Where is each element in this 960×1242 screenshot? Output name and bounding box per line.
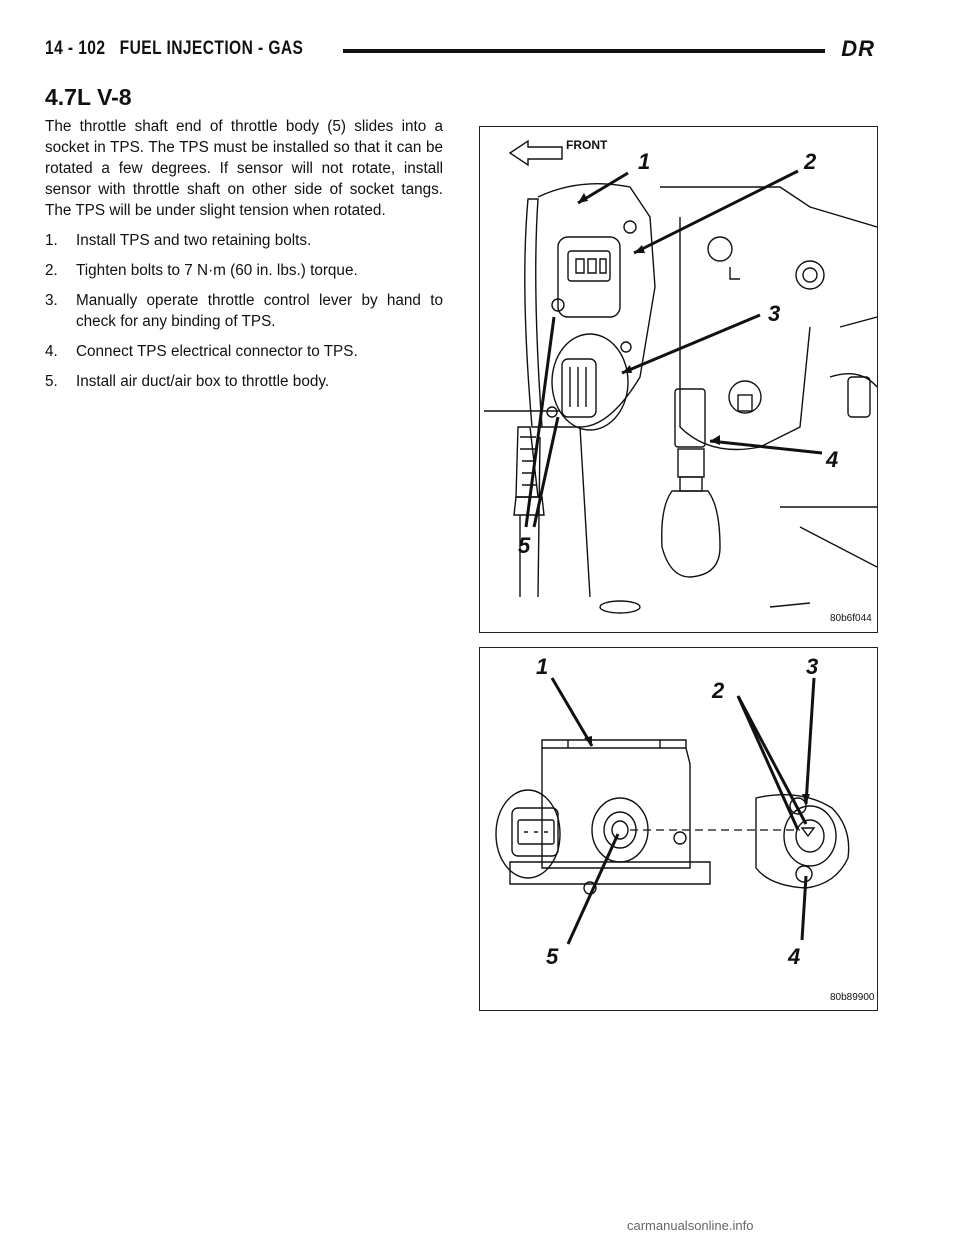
callout-4: 4: [788, 944, 801, 969]
leader-line-2: [634, 171, 798, 253]
callout-3: 3: [806, 654, 819, 679]
header-rule: [343, 49, 825, 53]
front-arrow-icon: [510, 141, 562, 165]
body-text: [45, 116, 443, 401]
callout-1: 1: [536, 654, 549, 679]
step-item: 2. Tighten bolts to 7 N·m (60 in. lbs.) torque.: [45, 262, 358, 279]
leader-line-2b: [738, 696, 806, 824]
callout-4: 4: [826, 447, 839, 472]
callout-5: 5: [546, 944, 559, 969]
leader-line-5: [568, 834, 618, 944]
intro-paragraph: The throttle shaft end of throttle body (5) slides into a socket in TPS. The TPS must be installed so that it can be rotated a few degrees. If sensor will not rotate, install sensor with throttle shaft on other side of socket tangs. The TPS will be under slight tension when rotated.: [45, 118, 443, 219]
page-header: [45, 38, 875, 66]
leader-line-4: [802, 876, 806, 940]
illustration-tps-alignment: [480, 648, 877, 1010]
page-number: 14 - 102: [45, 38, 106, 59]
leader-line-3: [622, 315, 760, 373]
figure-id: 80b6f044: [830, 613, 872, 624]
brand-code: DR: [841, 36, 875, 61]
leader-line-3: [806, 678, 814, 804]
illustration-throttle-body: [480, 127, 877, 632]
step-item: 5. Install air duct/air box to throttle body.: [45, 373, 330, 390]
figure-id: 80b89900: [830, 992, 875, 1003]
leader-line-1: [552, 678, 592, 746]
watermark: carmanualsonline.info: [627, 1218, 754, 1233]
steps-list: [45, 230, 443, 392]
page-header-text: [45, 38, 303, 60]
callout-3: 3: [768, 301, 781, 326]
figure-tps-installed: [479, 126, 878, 633]
step-item: 1. Install TPS and two retaining bolts.: [45, 232, 312, 249]
front-label: FRONT: [566, 138, 608, 152]
leader-line-4: [710, 441, 822, 453]
step-item: 3. Manually operate throttle control lever by hand to check for any binding of TPS.: [45, 292, 443, 330]
callout-2: 2: [712, 678, 725, 703]
callout-1: 1: [638, 149, 651, 174]
callout-2: 2: [804, 149, 817, 174]
section-name: FUEL INJECTION - GAS: [119, 38, 304, 59]
section-title: 4.7L V-8: [45, 84, 132, 110]
figure-tps-exploded: [479, 647, 878, 1011]
step-item: 4. Connect TPS electrical connector to TPS.: [45, 343, 358, 360]
callout-5: 5: [518, 533, 531, 558]
